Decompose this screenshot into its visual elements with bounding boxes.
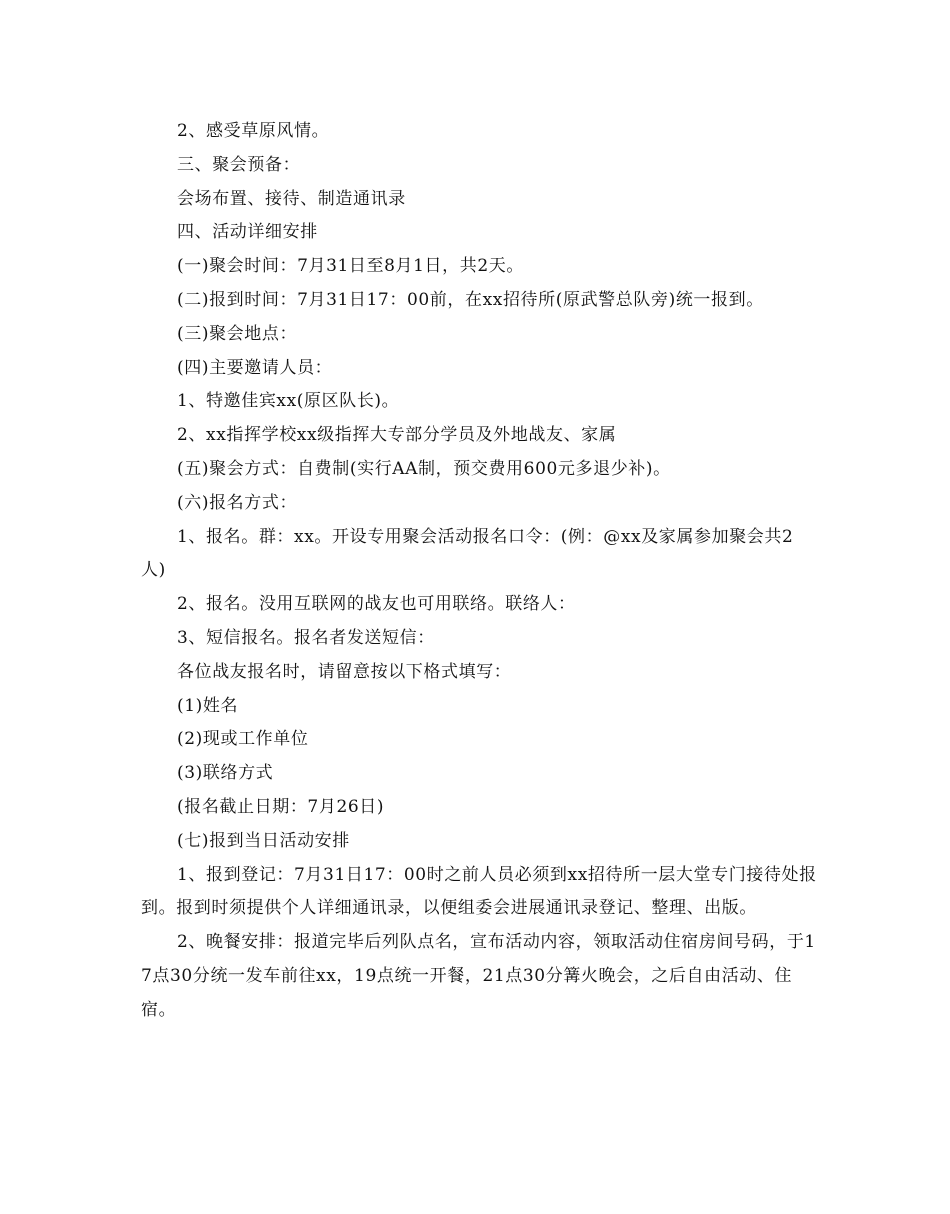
paragraph-11: (五)聚会方式：自费制(实行AA制，预交费用600元多退少补)。 (177, 458, 671, 479)
paragraph-20: (报名截止日期：7月26日) (177, 796, 385, 817)
paragraph-22: 1、报到登记：7月31日17：00时之前人员必须到xx招待所一层大堂专门接待处报到。报到时须提供个人详细通讯录，以便组委会进展通讯录登记、整理、出版。 (141, 864, 817, 919)
paragraph-9: 1、特邀佳宾xx(原区队长)。 (177, 391, 400, 412)
paragraph-18: (2)现或工作单位 (177, 729, 309, 750)
paragraph-23: 2、晚餐安排：报道完毕后列队点名，宣布活动内容，领取活动住宿房间号码，于17点30分统一发车前往xx，19点统一开餐，21点30分篝火晚会，之后自由活动、住宿。 (141, 932, 816, 1020)
paragraph-6: (二)报到时间：7月31日17：00前，在xx招待所(原武警总队旁)统一报到。 (177, 289, 764, 310)
paragraph-5: (一)聚会时间：7月31日至8月1日，共2天。 (177, 256, 524, 277)
paragraph-4: 四、活动详细安排 (177, 222, 318, 243)
paragraph-2: 三、聚会预备： (177, 154, 301, 175)
paragraph-1: 2、感受草原风情。 (177, 121, 330, 141)
paragraph-8: (四)主要邀请人员： (177, 357, 333, 378)
paragraph-16: 各位战友报名时，请留意按以下格式填写： (177, 661, 512, 682)
paragraph-3: 会场布置、接待、制造通讯录 (177, 188, 406, 209)
paragraph-7: (三)聚会地点： (177, 323, 298, 344)
paragraph-12: (六)报名方式： (177, 492, 298, 513)
paragraph-17: (1)姓名 (177, 695, 239, 716)
paragraph-13: 1、报名。群：xx。开设专用聚会活动报名口令：(例：@xx及家属参加聚会共2人) (141, 526, 794, 581)
paragraph-15: 3、短信报名。报名者发送短信： (177, 627, 435, 648)
document-body (141, 115, 817, 1028)
paragraph-14: 2、报名。没用互联网的战友也可用联络。联络人： (177, 594, 576, 615)
paragraph-21: (七)报到当日活动安排 (177, 830, 350, 851)
paragraph-19: (3)联络方式 (177, 763, 274, 784)
paragraph-10: 2、xx指挥学校xx级指挥大专部分学员及外地战友、家属 (177, 425, 617, 446)
